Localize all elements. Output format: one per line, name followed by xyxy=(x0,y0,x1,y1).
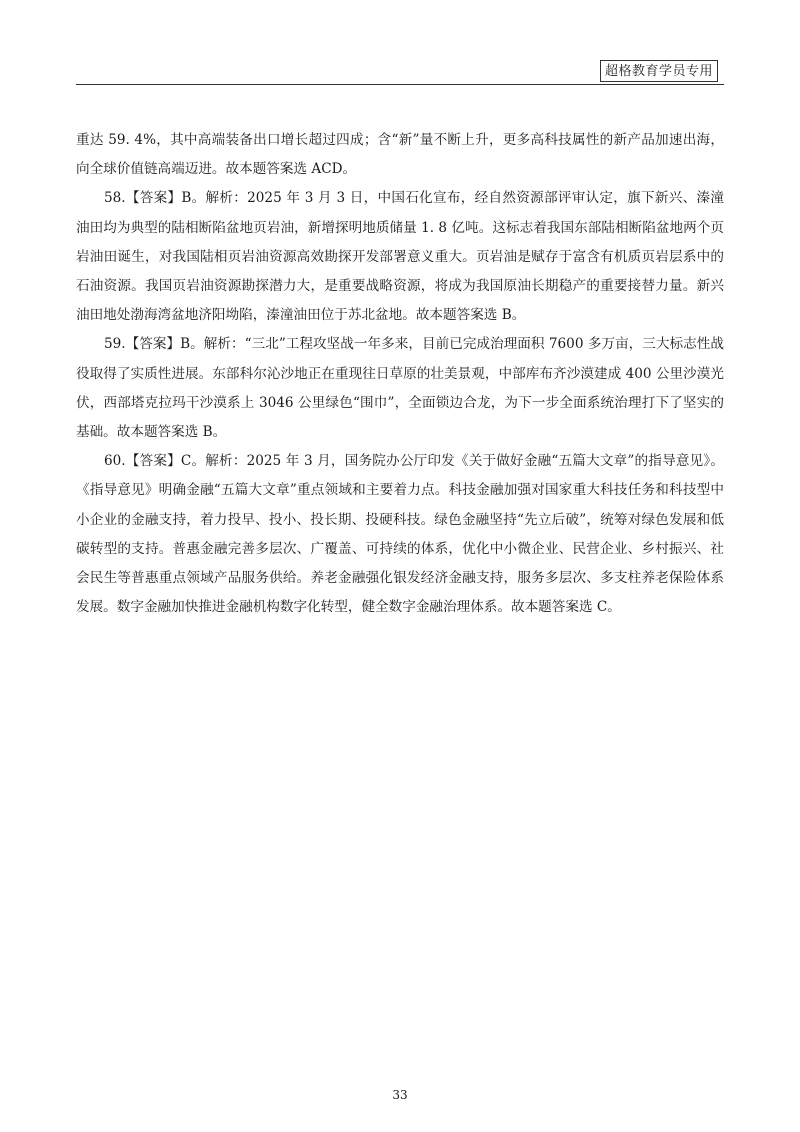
page-number: 33 xyxy=(392,1088,408,1102)
paragraph-continuation: 重达 59. 4%，其中高端装备出口增长超过四成；含“新”量不断上升，更多高科技属性的新产品加速出海，向全球价值链高端迈进。故本题答案选 ACD。 xyxy=(76,132,724,178)
header-rule xyxy=(76,84,724,85)
paragraph-answer-60: 60.【答案】C。解析：2025 年 3 月，国务院办公厅印发《关于做好金融“五篇大文章”的指导意见》。《指导意见》明确金融“五篇大文章”重点领域和主要着力点。科技金融加强对国家重大科技任务和科技型中小企业的金融支持，着力投早、投小、投长期、投硬科技。绿色金融坚持“先立后破”，统筹对绿色发展和低碳转型的支持。普惠金融完善多层次、广覆盖、可持续的体系，优化中小微企业、民营企业、乡村振兴、社会民生等普惠重点领域产品服务供给。养老金融强化银发经济金融支持，服务多层次、多支柱养老保险体系发展。数字金融加快推进金融机构数字化转型，健全数字金融治理体系。故本题答案选 C。 xyxy=(76,453,724,616)
document-body xyxy=(76,126,724,622)
paragraph-answer-58: 58.【答案】B。解析：2025 年 3 月 3 日，中国石化宣布，经自然资源部评审认定，旗下新兴、溱潼油田均为典型的陆相断陷盆地页岩油，新增探明地质储量 1. 8 亿吨。这标志着我国东部陆相断陷盆地两个页岩油田诞生，对我国陆相页岩油资源高效勘探开发部署意义重大。页岩油是赋存于富含有机质页岩层系中的石油资源。我国页岩油资源勘探潜力大，是重要战略资源，将成为我国原油长期稳产的重要接替力量。新兴油田地处渤海湾盆地济阳坳陷，溱潼油田位于苏北盆地。故本题答案选 B。 xyxy=(76,190,724,324)
header-tag: 超格教育学员专用 xyxy=(600,60,718,82)
paragraph-answer-59: 59.【答案】B。解析：“三北”工程攻坚战一年多来，目前已完成治理面积 7600 多万亩，三大标志性战役取得了实质性进展。东部科尔沁沙地正在重现往日草原的壮美景观，中部库布齐沙漠建成 400 公里沙漠光伏，西部塔克拉玛干沙漠系上 3046 公里绿色“围巾”，全面锁边合龙，为下一步全面系统治理打下了坚实的基础。故本题答案选 B。 xyxy=(76,336,724,441)
